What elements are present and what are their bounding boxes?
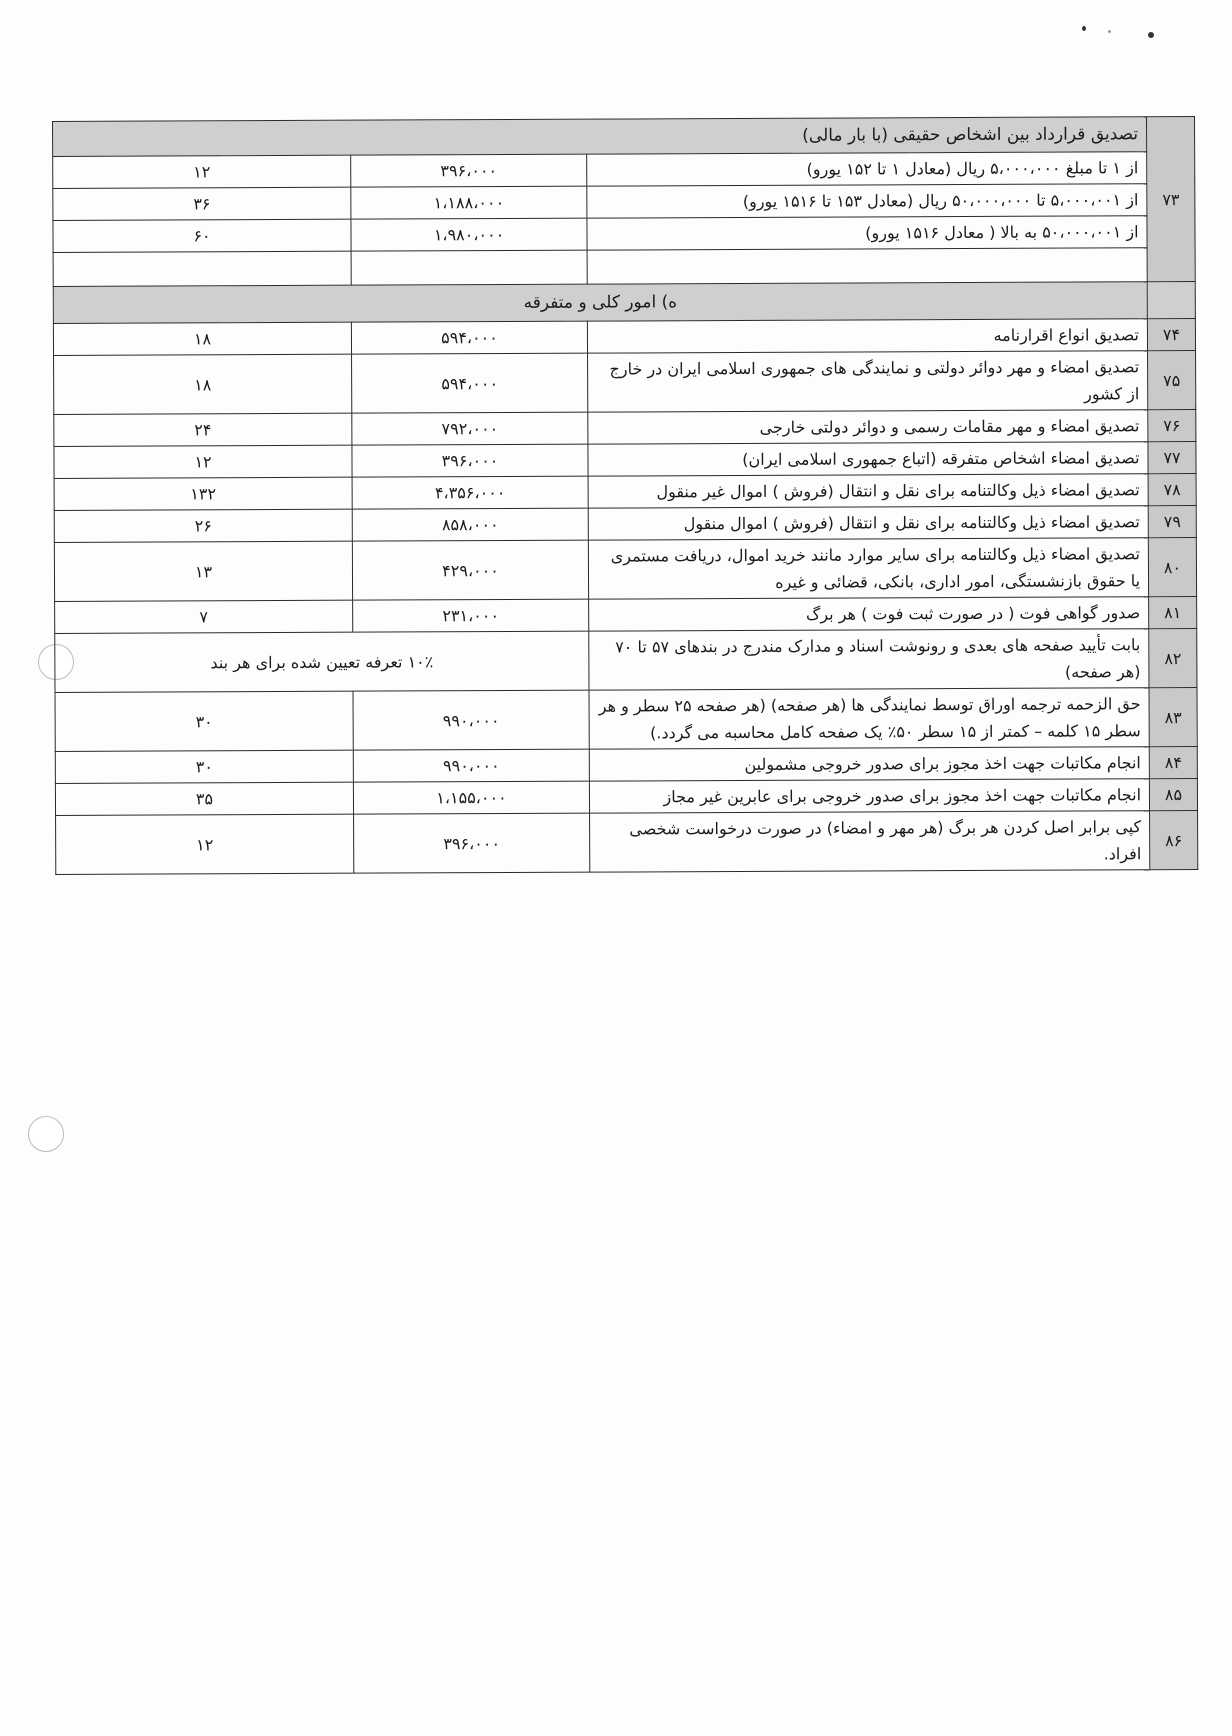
row-fee-rial: ۵۹۴،۰۰۰ xyxy=(351,321,587,354)
scan-speck xyxy=(1108,30,1111,33)
row-number: ۸۴ xyxy=(1149,746,1197,778)
row-number: ۷۳ xyxy=(1147,117,1196,282)
table-row xyxy=(53,216,1195,253)
row-description: از ۱ تا مبلغ ۵،۰۰۰،۰۰۰ ریال (معادل ۱ تا ۱۵۲ یورو) xyxy=(587,152,1147,186)
row-fee-rial: ۳۹۶،۰۰۰ xyxy=(352,444,588,477)
row-fee-rial: ۴۲۹،۰۰۰ xyxy=(352,540,588,600)
row-number: ۷۹ xyxy=(1148,505,1196,537)
row-description: صدور گواهی فوت ( در صورت ثبت فوت ) هر برگ xyxy=(589,597,1149,631)
row-description: تصدیق امضاء ذیل وکالتنامه برای نقل و انتقال (فروش ) اموال منقول xyxy=(588,506,1148,540)
table-row xyxy=(56,810,1198,874)
row-fee-rial: ۷۹۲،۰۰۰ xyxy=(352,412,588,445)
row-description: تصدیق امضاء و مهر دوائر دولتی و نمایندگی های جمهوری اسلامی ایران در خارج از کشور xyxy=(588,351,1148,412)
table-row xyxy=(55,596,1197,633)
table-row xyxy=(55,687,1197,751)
table-row xyxy=(55,778,1197,815)
row-fee-euro: ۱۸ xyxy=(54,354,352,414)
table-row xyxy=(53,184,1195,221)
row-description: حق الزحمه ترجمه اوراق توسط نمایندگی ها (هر صفحه) (هر صفحه ۲۵ سطر و هر سطر ۱۵ کلمه – کمتر از ۱۵ سطر ۵۰٪ یک صفحه کامل محاسبه می گردد.) xyxy=(589,688,1149,749)
table-row xyxy=(54,409,1196,446)
row-fee-euro: ۲۴ xyxy=(54,413,352,446)
row-number: ۷۴ xyxy=(1147,319,1195,351)
row-number: ۸۵ xyxy=(1149,778,1197,810)
row-description: انجام مکاتبات جهت اخذ مجوز برای صدور خروجی برای عابرین غیر مجاز xyxy=(589,779,1149,813)
row-fee-euro: ۳۶ xyxy=(53,187,351,220)
row-number: ۷۷ xyxy=(1148,441,1196,473)
row-number: ۸۳ xyxy=(1149,687,1197,746)
row-fee-rial: ۹۹۰،۰۰۰ xyxy=(353,690,589,750)
row-fee-euro: ۱۳۲ xyxy=(54,477,352,510)
section-title: ه) امور کلی و متفرقه xyxy=(53,282,1147,324)
table-row xyxy=(54,350,1196,414)
row-description: تصدیق امضاء ذیل وکالتنامه برای سایر موارد مانند خرید اموال، دریافت مستمری یا حقوق بازنشستگی، امور اداری، بانکی، قضائی و غیره xyxy=(588,538,1148,599)
row-fee-euro: ۱۲ xyxy=(56,814,354,874)
scan-speck xyxy=(1148,32,1154,38)
row-fee-rial: ۱،۱۸۸،۰۰۰ xyxy=(351,186,587,219)
section-header-73 xyxy=(53,117,1195,157)
table-row xyxy=(55,628,1197,692)
row-fee-euro: ۱۲ xyxy=(53,155,351,188)
row-number: ۷۸ xyxy=(1148,473,1196,505)
row-description: تصدیق امضاء و مهر مقامات رسمی و دوائر دولتی خارجی xyxy=(588,410,1148,444)
row-fee-euro: ۱۲ xyxy=(54,445,352,478)
section-header-e xyxy=(53,282,1195,324)
row-description: بابت تأیید صفحه های بعدی و رونوشت اسناد و مدارک مندرج در بندهای ۵۷ تا ۷۰ (هر صفحه) xyxy=(589,629,1149,690)
row-number: ۸۶ xyxy=(1150,810,1198,869)
row-number: ۸۰ xyxy=(1148,537,1196,596)
table-row xyxy=(54,505,1196,542)
row-description: از ۵۰،۰۰۰،۰۰۱ به بالا ( معادل ۱۵۱۶ یورو) xyxy=(587,216,1147,250)
row-fee-rial: ۲۳۱،۰۰۰ xyxy=(353,599,589,632)
row-fee-euro: ۶۰ xyxy=(53,219,351,252)
table-row xyxy=(53,319,1195,356)
row-fee-rial: ۱،۱۵۵،۰۰۰ xyxy=(353,781,589,814)
table-row xyxy=(54,441,1196,478)
row-description: تصدیق امضاء ذیل وکالتنامه برای نقل و انتقال (فروش ) اموال غیر منقول xyxy=(588,474,1148,508)
section-title: تصدیق قرارداد بین اشخاص حقیقی (با بار مالی) xyxy=(53,117,1147,157)
row-fee-euro: ۷ xyxy=(55,600,353,633)
row-number: ۸۲ xyxy=(1149,628,1197,687)
row-fee-rial: ۳۹۶،۰۰۰ xyxy=(351,154,587,187)
table-row xyxy=(53,152,1195,189)
row-fee-euro: ۳۰ xyxy=(55,691,353,751)
fee-table xyxy=(52,116,1198,875)
row-description: کپی برابر اصل کردن هر برگ (هر مهر و امضاء) در صورت درخواست شخصی افراد. xyxy=(590,811,1150,872)
row-number: ۷۶ xyxy=(1148,409,1196,441)
row-fee-euro: ۱۸ xyxy=(53,322,351,355)
punch-hole xyxy=(28,1116,64,1152)
row-fee-euro: ۲۶ xyxy=(54,509,352,542)
row-fee-rial: ۵۹۴،۰۰۰ xyxy=(352,353,588,413)
row-number: ۸۱ xyxy=(1149,596,1197,628)
row-number: ۷۵ xyxy=(1148,350,1196,409)
row-fee-rial: ۹۹۰،۰۰۰ xyxy=(353,749,589,782)
row-fee-note: ۱۰٪ تعرفه تعیین شده برای هر بند xyxy=(55,631,589,692)
row-description: انجام مکاتبات جهت اخذ مجوز برای صدور خروجی مشمولین xyxy=(589,747,1149,781)
row-fee-rial: ۳۹۶،۰۰۰ xyxy=(354,813,590,873)
row-fee-euro: ۳۰ xyxy=(55,750,353,783)
table-row xyxy=(54,537,1196,601)
table-row xyxy=(55,746,1197,783)
row-fee-rial: ۴،۳۵۶،۰۰۰ xyxy=(352,476,588,509)
row-description: از ۵،۰۰۰،۰۰۱ تا ۵۰،۰۰۰،۰۰۰ ریال (معادل ۱۵۳ تا ۱۵۱۶ یورو) xyxy=(587,184,1147,218)
row-fee-rial: ۱،۹۸۰،۰۰۰ xyxy=(351,218,587,251)
row-description: تصدیق انواع اقرارنامه xyxy=(587,319,1147,353)
scan-speck xyxy=(1082,26,1086,31)
table-row xyxy=(54,473,1196,510)
row-description: تصدیق امضاء اشخاص متفرقه (اتباع جمهوری اسلامی ایران) xyxy=(588,442,1148,476)
row-fee-euro: ۱۳ xyxy=(54,541,352,601)
row-fee-euro: ۳۵ xyxy=(55,782,353,815)
row-fee-rial: ۸۵۸،۰۰۰ xyxy=(352,508,588,541)
empty-row xyxy=(53,248,1195,287)
